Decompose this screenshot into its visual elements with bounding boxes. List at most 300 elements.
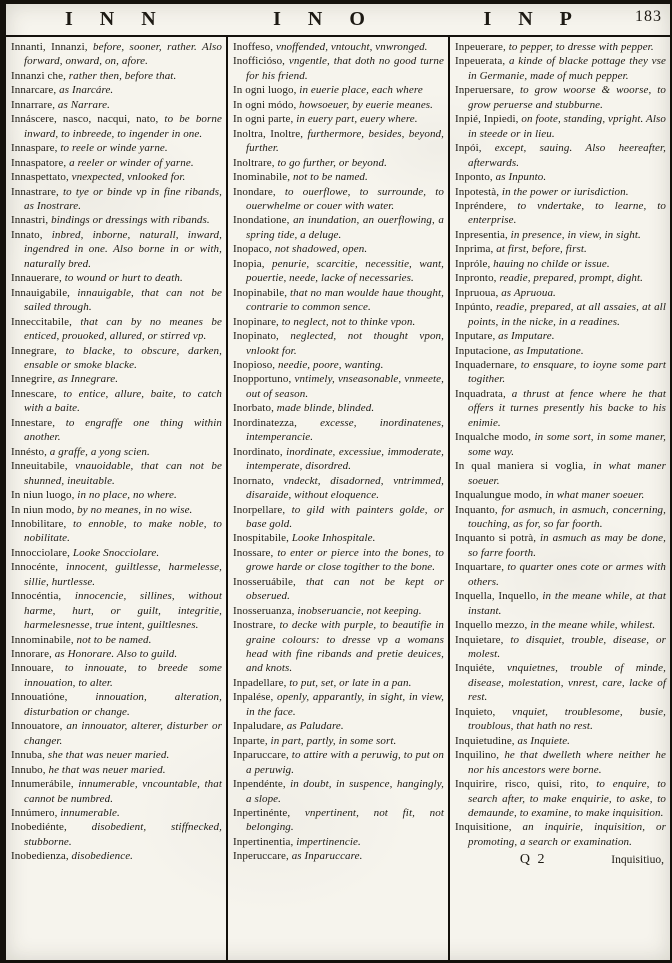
dictionary-entry — [11, 589, 222, 632]
dictionary-entry — [11, 271, 222, 285]
dictionary-entry — [11, 763, 222, 777]
entry-headword: Innouare, — [11, 662, 54, 675]
entry-definition: innumerable, vncountable, that cannot be numbred. — [24, 778, 222, 805]
entry-headword: Inpeuerata, — [455, 55, 506, 68]
entry-definition: in part, partly, in some sort. — [267, 734, 397, 747]
entry-definition: innumerable. — [57, 807, 120, 820]
entry-headword: Innocciolare, — [11, 546, 71, 559]
entry-definition: he that dwelleth where neither he nor his ancestors were borne. — [468, 749, 666, 776]
dictionary-entry — [233, 257, 444, 286]
dictionary-entry — [233, 835, 444, 849]
entry-headword: Innorare, — [11, 648, 52, 661]
dictionary-entry — [455, 661, 666, 704]
entry-headword: Inquartare, — [455, 561, 505, 574]
dictionary-entry — [11, 546, 222, 560]
entry-definition: penurie, scarcitie, necessitie, want, pouertie, neede, lacke of necessaries. — [246, 257, 444, 285]
dictionary-entry — [455, 560, 666, 589]
dictionary-entry — [455, 618, 666, 632]
dictionary-entry — [455, 344, 666, 358]
entry-definition: vnquiet, troublesome, busie, troublous, that hath no rest. — [468, 705, 666, 733]
entry-definition: a kinde of blacke pottage they vse in Germanie, made of much pepper. — [468, 55, 666, 82]
entry-definition: neglected, not thought vpon, vnlookt for. — [246, 330, 444, 357]
dictionary-entry — [11, 156, 222, 170]
entry-definition: hauing no childe or issue. — [490, 257, 610, 270]
entry-headword: Innauigabile, — [11, 286, 71, 299]
dictionary-entry — [455, 705, 666, 734]
dictionary-entry — [455, 329, 666, 343]
dictionary-entry — [11, 286, 222, 315]
entry-definition: vngentle, that doth no good turne for his friend. — [246, 55, 444, 82]
entry-definition: in asmuch as may be done, so farre foorth. — [468, 532, 667, 559]
entry-headword: Inpúnto, — [455, 301, 493, 314]
entry-definition: as Inquiete. — [514, 734, 571, 747]
entry-definition: to tye or binde vp in fine ribands, as Inostrare. — [24, 185, 222, 212]
entry-headword: Inquanto, — [455, 503, 498, 516]
dictionary-entry — [233, 748, 444, 777]
text-columns — [6, 37, 670, 960]
text-column-3 — [448, 37, 670, 960]
entry-definition: in what maner soeuer. — [468, 460, 666, 487]
entry-definition: as Paludare. — [283, 720, 344, 733]
dictionary-entry — [11, 69, 222, 83]
entry-headword: Inputare, — [455, 330, 496, 343]
dictionary-entry — [11, 560, 222, 589]
entry-definition: not to be named. — [290, 171, 368, 184]
entry-headword: In niun luogo, — [11, 489, 75, 502]
entry-headword: Inopioso, — [233, 358, 276, 371]
entry-definition: as Innegrare. — [55, 373, 119, 386]
dictionary-entry — [455, 54, 666, 83]
entry-headword: Innegrire, — [11, 373, 56, 386]
dictionary-entry — [233, 849, 444, 863]
entry-headword: Inquadernare, — [455, 358, 518, 371]
entry-definition: innouation, alteration, disturbation or change. — [24, 691, 222, 718]
entry-definition: in the meane while, at that instant. — [468, 590, 666, 617]
entry-definition: in the power or iurisdiction. — [499, 185, 629, 198]
entry-definition: vntimely, vnseasonable, vnmeete, out of season. — [246, 373, 444, 400]
entry-definition: to quarter ones cote or armes with others. — [468, 561, 666, 588]
entry-definition: to engraffe one thing within another. — [24, 416, 222, 444]
dictionary-entry — [455, 141, 666, 170]
dictionary-entry — [11, 806, 222, 820]
entry-definition: to enquire, to search after, to make enquirie, to aske, to demaunde, to examine, to make inquisition. — [468, 778, 666, 820]
entry-definition: as Imputare. — [495, 330, 555, 343]
entry-headword: Inoffeso, — [233, 41, 274, 53]
dictionary-entry — [11, 141, 222, 155]
entry-definition: to wound or hurt to death. — [61, 272, 183, 285]
entry-definition: Looke Snocciolare. — [70, 546, 160, 559]
entry-definition: in doubt, in suspence, hangingly, a slope. — [246, 778, 444, 805]
entry-headword: Inpronto, — [455, 272, 497, 285]
dictionary-entry — [233, 690, 444, 719]
dictionary-entry — [11, 647, 222, 661]
entry-definition: vnpertinent, not fit, not belonging. — [246, 807, 444, 834]
entry-definition: as Inarcáre. — [56, 84, 114, 97]
dictionary-entry — [455, 242, 666, 256]
entry-headword: Inpadellare, — [233, 676, 287, 689]
dictionary-entry — [455, 633, 666, 662]
dictionary-entry — [233, 777, 444, 806]
dictionary-entry — [233, 54, 444, 83]
entry-definition: a graffe, a yong scien. — [46, 445, 150, 458]
entry-definition: except, sauing. Also heereafter, afterwards. — [468, 142, 666, 169]
dictionary-entry — [11, 213, 222, 227]
entry-headword: Innominabile, — [11, 633, 74, 646]
dictionary-entry — [455, 589, 666, 618]
entry-headword: Inpói, — [455, 142, 482, 155]
entry-headword: Inondare, — [233, 185, 276, 198]
dictionary-entry — [455, 358, 666, 387]
entry-headword: Innastrare, — [11, 185, 59, 198]
dictionary-entry — [233, 575, 444, 604]
entry-headword: Inneccitabile, — [11, 315, 72, 328]
entry-definition: in what maner soeuer. — [542, 489, 645, 502]
entry-definition: he that was neuer maried. — [45, 763, 166, 776]
entry-definition: to ennoble, to make noble, to nobilitate. — [24, 517, 222, 545]
entry-headword: Inquietudine, — [455, 734, 515, 747]
entry-headword: Inparte, — [233, 734, 268, 747]
entry-definition: made blinde, blinded. — [273, 402, 375, 415]
dictionary-entry — [455, 112, 666, 141]
entry-headword: Innauerare, — [11, 272, 62, 285]
dictionary-entry — [233, 372, 444, 401]
entry-headword: Inquilino, — [455, 749, 500, 762]
entry-headword: Inpotestà, — [455, 185, 500, 198]
entry-headword: Inquanto si potrà, — [455, 532, 537, 545]
entry-definition: at first, before, first. — [493, 243, 587, 256]
dictionary-entry — [11, 372, 222, 386]
dictionary-entry — [455, 820, 666, 849]
entry-headword: Inospitabile, — [233, 532, 289, 545]
catchword: Inquisitiuo, — [611, 854, 664, 867]
dictionary-entry — [233, 604, 444, 618]
dictionary-entry — [233, 445, 444, 474]
dictionary-entry — [455, 430, 666, 459]
entry-headword: Inofficióso, — [233, 55, 286, 68]
column-header-inp: I N P — [483, 8, 583, 30]
entry-headword: Inquella, Inquello, — [455, 590, 539, 603]
entry-definition: to neglect, not to thinke vpon. — [278, 315, 416, 328]
entry-definition: furthermore, besides, beyond, further. — [246, 127, 444, 155]
entry-headword: Innumerábile, — [11, 778, 74, 791]
entry-headword: Inordinato, — [233, 445, 283, 458]
entry-headword: Inopinabile, — [233, 286, 288, 299]
entry-definition: to pepper, to dresse with pepper. — [505, 41, 654, 53]
entry-headword: Inopinare, — [233, 315, 279, 328]
entry-headword: Innegrare, — [11, 344, 57, 357]
entry-headword: Inpresentia, — [455, 228, 508, 241]
dictionary-entry — [233, 83, 444, 97]
dictionary-entry — [455, 170, 666, 184]
dictionary-entry — [233, 127, 444, 156]
entry-definition: in euery part, euery where. — [293, 113, 418, 126]
entry-definition: in the meane while, whilest. — [527, 619, 656, 632]
entry-definition: needie, poore, wanting. — [275, 358, 384, 371]
entry-headword: Innaspare, — [11, 142, 58, 155]
entry-headword: Inoltra, Inoltre, — [233, 127, 304, 140]
entry-headword: Innocénte, — [11, 561, 59, 574]
entry-definition: inordinate, excessiue, immoderate, intemperate, disordred. — [246, 445, 444, 473]
dictionary-entry — [233, 806, 444, 835]
entry-headword: Innarcare, — [11, 84, 57, 97]
dictionary-entry — [233, 531, 444, 545]
entry-headword: Inqualche modo, — [455, 431, 532, 444]
dictionary-entry — [455, 271, 666, 285]
entry-headword: Inperuccare, — [233, 850, 289, 863]
entry-definition: to grow woorse & woorse, to grow peruerse and stubburne. — [468, 84, 666, 111]
entry-headword: Inpeuerare, — [455, 41, 506, 53]
entry-headword: Innaspettato, — [11, 171, 69, 184]
dictionary-entry — [11, 83, 222, 97]
entry-definition: in no place, no where. — [74, 489, 177, 502]
dictionary-entry — [233, 734, 444, 748]
entry-definition: disobedience. — [68, 850, 134, 863]
entry-definition: innocent, guiltlesse, harmelesse, sillie, hurtlesse. — [24, 561, 222, 588]
entry-definition: to be borne inward, to inbreede, to ingender in one. — [24, 113, 222, 140]
entry-headword: Innouatióne, — [11, 691, 68, 704]
entry-headword: Inondatione, — [233, 214, 290, 227]
dictionary-entry — [455, 531, 666, 560]
entry-headword: Inorbato, — [233, 402, 274, 415]
entry-headword: Inominabile, — [233, 171, 291, 184]
dictionary-entry — [233, 719, 444, 733]
dictionary-entry — [455, 40, 666, 54]
entry-definition: a thrust at fence where he that offers it turnes presently his backe to his enimie. — [468, 387, 666, 429]
dictionary-entry — [455, 83, 666, 112]
entry-definition: that can not be kept or obserued. — [246, 575, 444, 603]
dictionary-entry — [11, 633, 222, 647]
entry-definition: readie, prepared, at all assaies, at all points, in the nicke, in a readines. — [468, 301, 666, 328]
entry-headword: Inopportuno, — [233, 373, 292, 386]
dictionary-entry — [233, 286, 444, 315]
entry-headword: Inpendénte, — [233, 778, 286, 791]
dictionary-entry — [455, 228, 666, 242]
entry-headword: Innáscere, nasco, nacqui, nato, — [11, 113, 159, 126]
entry-headword: Innouatore, — [11, 720, 63, 733]
dictionary-entry — [11, 445, 222, 459]
entry-definition: to ouerflowe, to surrounde, to ouerwhelme or couer with water. — [246, 185, 444, 212]
dictionary-entry — [455, 286, 666, 300]
entry-headword: Inossare, — [233, 546, 274, 559]
dictionary-entry — [455, 199, 666, 228]
dictionary-entry — [11, 170, 222, 184]
entry-headword: Inpaludare, — [233, 720, 284, 733]
entry-headword: Inosseruanza, — [233, 604, 295, 617]
entry-definition: by no meanes, in no wise. — [74, 503, 193, 516]
dictionary-entry — [233, 170, 444, 184]
entry-headword: Innestare, — [11, 416, 56, 429]
entry-definition: to reele or winde yarne. — [57, 142, 168, 155]
entry-headword: In ogni parte, — [233, 113, 294, 126]
signature-mark: Q 2 — [519, 852, 547, 868]
column-header-ino: I N O — [273, 8, 376, 30]
entry-headword: Inputacione, — [455, 344, 511, 357]
entry-definition: vnexpected, vnlooked for. — [68, 171, 186, 184]
entry-definition: before, sooner, rather. Also forward, onward, on, afore. — [24, 41, 222, 68]
entry-definition: vnoffended, vntoucht, vnwronged. — [273, 41, 428, 53]
dictionary-entry — [11, 387, 222, 416]
entry-headword: Inornato, — [233, 474, 274, 487]
dictionary-entry — [455, 300, 666, 329]
entry-definition: innocencie, sillines, without harme, hurt, or guilt, integritie, harmelesnesse, true intent, guiltlesnes. — [24, 590, 222, 632]
entry-definition: to entice, allure, baite, to catch with a baite. — [24, 387, 222, 415]
entry-definition: not shadowed, open. — [271, 243, 368, 256]
entry-definition: rather then, before that. — [65, 69, 177, 82]
entry-headword: Innuba, — [11, 749, 45, 762]
page-footer — [455, 852, 666, 868]
entry-definition: vndeckt, disadorned, vntrimmed, disaraide, without eloquence. — [246, 474, 444, 502]
entry-definition: that no man woulde haue thought, contrarie to common sence. — [246, 286, 444, 314]
dictionary-entry — [11, 517, 222, 546]
entry-headword: Innobilitare, — [11, 517, 67, 530]
entry-definition: to disquiet, trouble, disease, or molest. — [468, 633, 666, 661]
dictionary-entry — [11, 719, 222, 748]
entry-headword: Inopia, — [233, 257, 265, 270]
dictionary-entry — [11, 777, 222, 806]
entry-headword: In ogni luogo, — [233, 84, 297, 97]
entry-headword: In qual maniera si voglia, — [455, 460, 587, 473]
entry-headword: Inpruoua, — [455, 286, 499, 299]
entry-headword: Inopinato, — [233, 330, 279, 343]
entry-definition: a reeler or winder of yarne. — [66, 156, 194, 169]
entry-headword: Inpertinentia, — [233, 835, 294, 848]
entry-headword: Inobedienza, — [11, 850, 69, 863]
dictionary-entry — [11, 849, 222, 863]
entry-headword: Inquietare, — [455, 633, 504, 646]
entry-definition: an innouator, alterer, disturber or changer. — [24, 720, 222, 747]
entry-headword: Inquadrata, — [455, 387, 506, 400]
entry-headword: Innarrare, — [11, 98, 56, 111]
entry-definition: as Narrare. — [55, 98, 110, 111]
entry-definition: openly, apparantly, in sight, in view, in the face. — [246, 691, 444, 718]
entry-headword: Innanzi che, — [11, 69, 66, 82]
entry-headword: Inpié, Inpiedi, — [455, 113, 519, 126]
entry-headword: Inpréndere, — [455, 199, 507, 212]
dictionary-entry — [233, 315, 444, 329]
entry-definition: to enter or pierce into the bones, to growe harde or close togither to the bone. — [246, 546, 444, 574]
dictionary-entry — [11, 748, 222, 762]
entry-headword: Inpalése, — [233, 691, 274, 704]
entry-definition: disobedient, stiffnecked, stubborne. — [24, 821, 222, 848]
dictionary-entry — [233, 185, 444, 214]
entry-definition: vnauoidable, that can not be shunned, ineuitable. — [24, 460, 222, 487]
entry-headword: Inpertinénte, — [233, 807, 291, 820]
entry-definition: on foote, standing, vpright. Also in steede or in lieu. — [468, 113, 667, 140]
dictionary-entry — [11, 228, 222, 271]
entry-definition: as Inpunto. — [492, 171, 547, 184]
entry-headword: Inquirire, risco, quisi, rito, — [455, 778, 589, 791]
dictionary-entry — [233, 98, 444, 112]
dictionary-entry — [233, 112, 444, 126]
page-header — [6, 4, 670, 37]
entry-definition: in presence, in view, in sight. — [507, 228, 641, 241]
dictionary-entry — [233, 503, 444, 532]
dictionary-entry — [455, 777, 666, 820]
entry-headword: Inponto, — [455, 171, 493, 184]
entry-headword: Innaspatore, — [11, 156, 67, 169]
entry-definition: as Honorare. Also to guild. — [51, 648, 178, 661]
entry-headword: Inorpellare, — [233, 503, 286, 516]
text-column-1 — [6, 37, 226, 960]
entry-definition: an inquirie, inquisition, or promoting, a search or examination. — [468, 821, 666, 848]
entry-headword: Innésto, — [11, 445, 47, 458]
page-number: 183 — [635, 8, 662, 25]
dictionary-entry — [455, 459, 666, 488]
entry-headword: Inosseruábile, — [233, 575, 296, 588]
entry-definition: bindings or dressings with ribands. — [48, 214, 210, 227]
entry-headword: Innubo, — [11, 763, 46, 776]
entry-headword: Innescare, — [11, 387, 57, 400]
dictionary-entry — [11, 185, 222, 214]
entry-headword: Inquello mezzo, — [455, 619, 528, 632]
dictionary-entry — [455, 488, 666, 502]
dictionary-entry — [11, 661, 222, 690]
entry-headword: Innúmero, — [11, 807, 58, 820]
dictionary-entry — [455, 185, 666, 199]
dictionary-entry — [11, 690, 222, 719]
dictionary-entry — [233, 358, 444, 372]
entry-definition: to vndertake, to learne, to enterprise. — [468, 199, 666, 227]
entry-definition: inbred, inborne, naturall, inward, ingendred in one. Also borne in or with, naturally bred. — [24, 228, 222, 270]
dictionary-entry — [455, 734, 666, 748]
entry-definition: as Apruoua. — [498, 286, 556, 299]
entry-definition: to gild with painters golde, or base gold. — [246, 503, 444, 530]
dictionary-entry — [11, 112, 222, 141]
entry-headword: Inoltrare, — [233, 156, 275, 169]
text-column-2 — [226, 37, 448, 960]
entry-definition: she that was neuer maried. — [45, 749, 170, 762]
entry-definition: howsoeuer, by euerie meanes. — [296, 98, 434, 111]
entry-definition: an inundation, an ouerflowing, a spring tide, a deluge. — [246, 214, 444, 241]
dictionary-entry — [233, 416, 444, 445]
entry-headword: Innocéntia, — [11, 590, 62, 603]
entry-headword: Inqualungue modo, — [455, 489, 543, 502]
entry-headword: In ogni módo, — [233, 98, 297, 111]
entry-definition: inobseruancie, not keeping. — [294, 604, 422, 617]
entry-definition: to decke with purple, to beautifie in graine colours: to dresse vp a womans head with fine ribands and pretie deuices, and knots. — [246, 619, 444, 675]
entry-definition: as Imputatione. — [510, 344, 584, 357]
dictionary-entry — [233, 242, 444, 256]
entry-headword: Inquieto, — [455, 705, 496, 718]
dictionary-entry — [11, 344, 222, 373]
dictionary-entry — [455, 503, 666, 532]
entry-definition: readie, prepared, prompt, dight. — [496, 272, 644, 285]
dictionary-entry — [233, 676, 444, 690]
entry-definition: for asmuch, in asmuch, concerning, touching, as for, so far foorth. — [468, 503, 666, 530]
entry-headword: Innanti, Innanzi, — [11, 41, 88, 53]
entry-definition: in euerie place, each where — [296, 84, 423, 97]
dictionary-entry — [233, 40, 444, 54]
entry-headword: Inquisitione, — [455, 821, 512, 834]
dictionary-entry — [11, 40, 222, 69]
entry-headword: In niun modo, — [11, 503, 75, 516]
dictionary-entry — [11, 416, 222, 445]
dictionary-entry — [233, 546, 444, 575]
entry-headword: Innastri, — [11, 214, 49, 227]
dictionary-entry — [11, 820, 222, 849]
dictionary-entry — [233, 401, 444, 415]
dictionary-entry — [11, 488, 222, 502]
entry-headword: Inquiéte, — [455, 662, 495, 675]
entry-headword: Inperuersare, — [455, 84, 515, 97]
dictionary-entry — [455, 387, 666, 430]
entry-definition: Looke Inhospitale. — [288, 532, 376, 545]
dictionary-entry — [233, 474, 444, 503]
entry-definition: in some sort, in some maner, some way. — [468, 431, 666, 458]
entry-headword: Inostrare, — [233, 619, 276, 632]
dictionary-entry — [455, 257, 666, 271]
entry-headword: Inpróle, — [455, 257, 491, 270]
